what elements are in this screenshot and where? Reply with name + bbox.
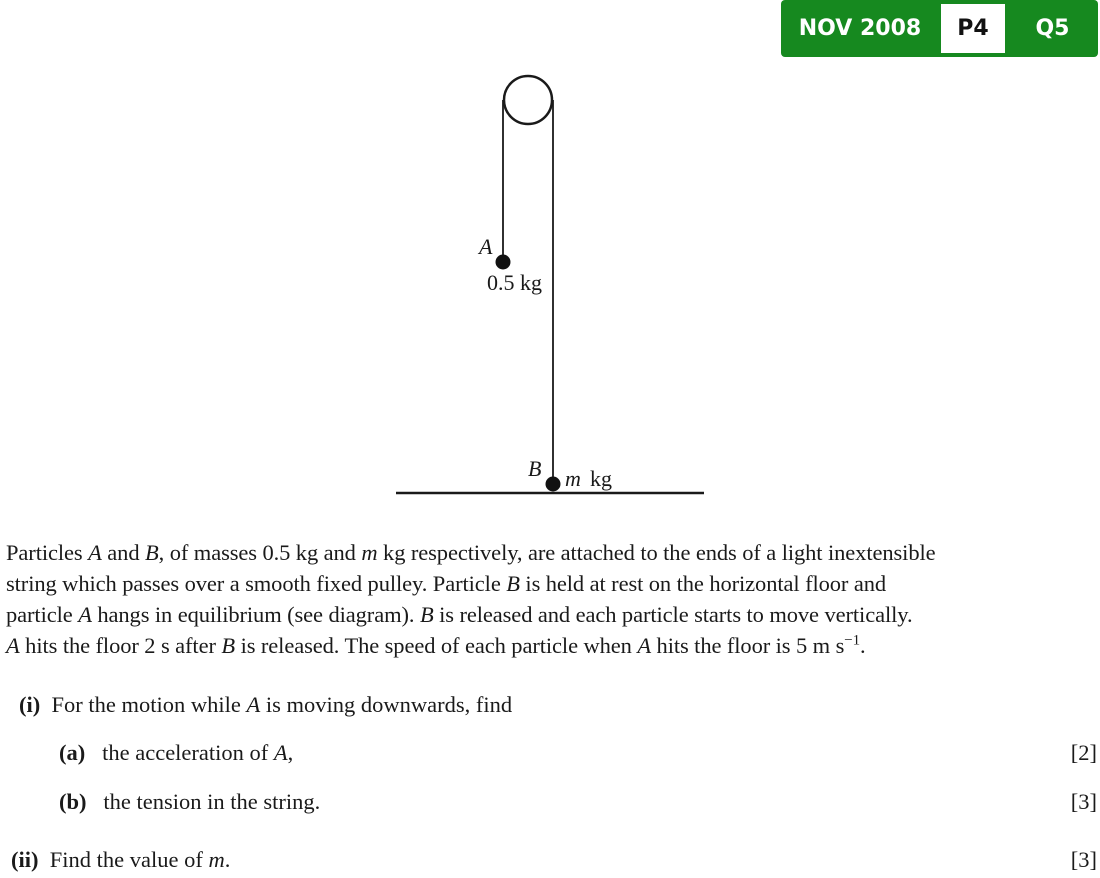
- paper-number: P4: [941, 4, 1005, 53]
- speed-unit-exponent: −1: [844, 632, 861, 649]
- part-ii-marks: [3]: [1070, 847, 1097, 872]
- particle-a-mass: 0.5 kg: [487, 270, 542, 295]
- part-a: (a) the acceleration of A,: [59, 740, 294, 765]
- particle-a-label: A: [479, 234, 493, 259]
- part-a-marks: [2]: [1070, 740, 1097, 765]
- question-line-3: particle A hangs in equilibrium (see diagram). B is released and each particle starts to move vertically.: [6, 602, 913, 627]
- pulley-diagram: [380, 60, 720, 505]
- part-a-number: (a): [59, 740, 86, 765]
- part-ii-number: (ii): [11, 847, 39, 872]
- particle-b-mass-variable: m: [565, 466, 581, 491]
- part-b-marks: [3]: [1070, 789, 1097, 814]
- particle-b-label: B: [528, 456, 542, 481]
- part-b-number: (b): [59, 789, 87, 814]
- particle-b-mass-unit: kg: [590, 466, 612, 491]
- question-paragraph: [6, 537, 1100, 661]
- particle-b: [546, 477, 561, 492]
- question-line-1: Particles A and B, of masses 0.5 kg and m kg respectively, are attached to the ends of a light inextensible: [6, 540, 936, 565]
- question-line-4: A hits the floor 2 s after B is released. The speed of each particle when A hits the floor is 5 m $s^{-1}$.: [6, 632, 866, 658]
- question-line-2: string which passes over a smooth fixed pulley. Particle B is held at rest on the horizontal floor and: [6, 571, 887, 596]
- part-ii: (ii) Find the value of m.: [11, 847, 231, 872]
- question-number: Q5: [1035, 16, 1070, 41]
- part-b: (b) the tension in the string.: [59, 789, 321, 814]
- part-i-number: (i): [19, 692, 41, 717]
- pulley-wheel: [504, 76, 552, 124]
- particle-a: [496, 255, 511, 270]
- exam-date: NOV 2008: [798, 16, 922, 41]
- exam-reference-badge: [781, 0, 1098, 57]
- part-i: (i) For the motion while A is moving downwards, find: [19, 692, 513, 717]
